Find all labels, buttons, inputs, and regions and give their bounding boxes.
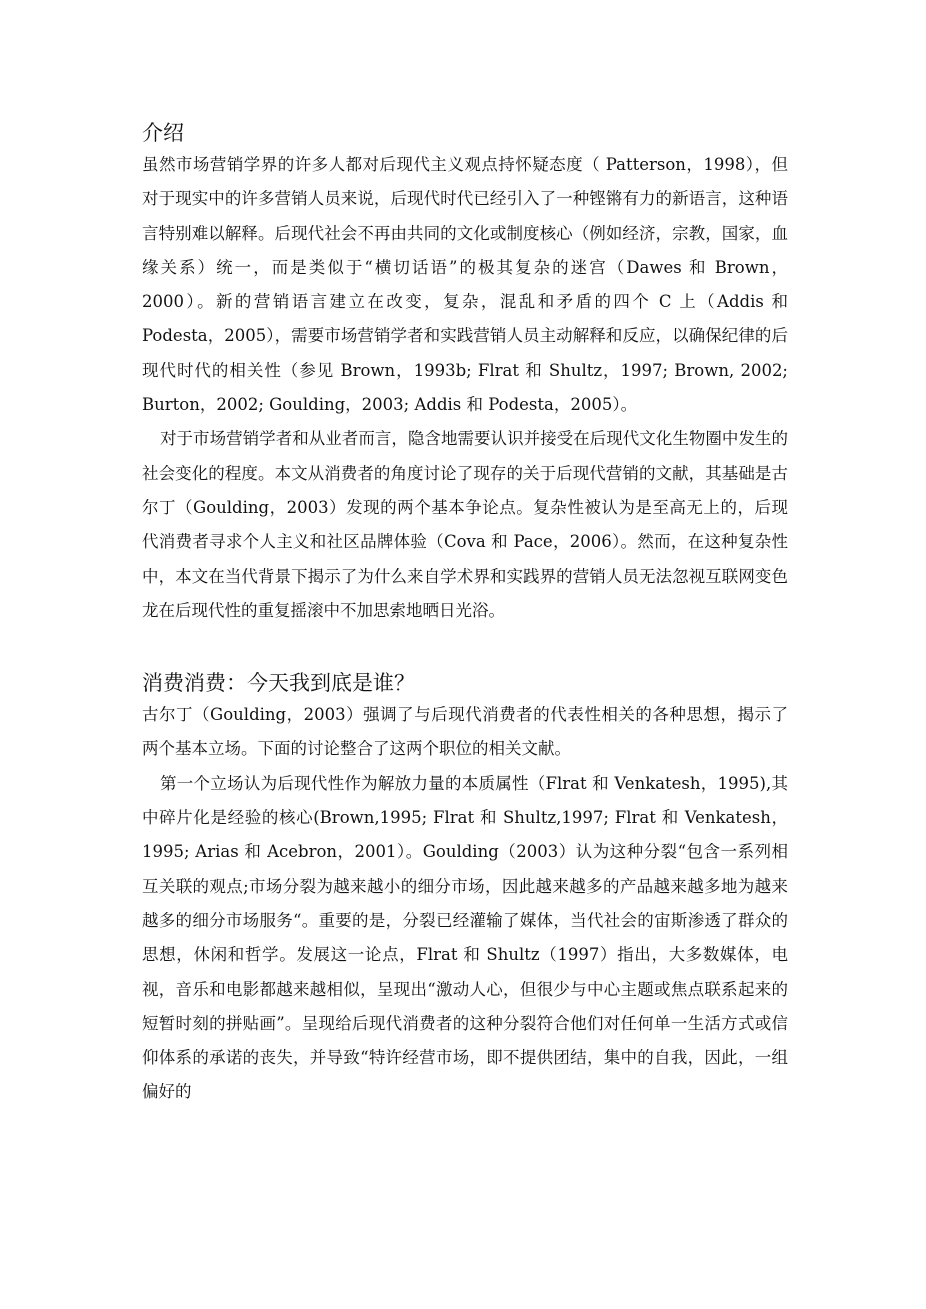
consumption-paragraph-1: 古尔丁（Goulding，2003）强调了与后现代消费者的代表性相关的各种思想，揭示了两个基本立场。下面的讨论整合了这两个职位的相关文献。 xyxy=(142,705,788,759)
intro-paragraph-2: 对于市场营销学者和从业者而言，隐含地需要认识并接受在后现代文化生物圈中发生的社会变化的程度。本文从消费者的角度讨论了现存的关于后现代营销的文献，其基础是古尔丁（Goulding，2003）发现的两个基本争论点。复杂性被认为是至高无上的，后现代消费者寻求个人主义和社区品牌体验（Cova 和 Pace，2006）。然而，在这种复杂性中，本文在当代背景下揭示了为什么来自学术界和实践界的营销人员无法忽视互联网变色龙在后现代性的重复摇滚中不加思索地晒日光浴。 xyxy=(142,429,788,620)
document-page xyxy=(142,118,788,1110)
section-heading-introduction: 介绍 xyxy=(142,121,184,145)
section-gap xyxy=(142,628,788,668)
intro-paragraph-1: 虽然市场营销学界的许多人都对后现代主义观点持怀疑态度（ Patterson，1998），但对于现实中的许多营销人员来说，后现代时代已经引入了一种铿锵有力的新语言，这种语言特别难以解释。后现代社会不再由共同的文化或制度核心（例如经济，宗教，国家，血缘关系）统一，而是类似于“横切话语”的极其复杂的迷宫（Dawes 和 Brown，2000）。新的营销语言建立在改变，复杂，混乱和矛盾的四个 C 上（Addis 和 Podesta，2005），需要市场营销学者和实践营销人员主动解释和反应，以确保纪律的后现代时代的相关性（参见 Brown，1993b; Flrat 和 Shultz，1997; Brown, 2002; Burton，2002; Goulding，2003; Addis 和 Podesta，2005）。 xyxy=(142,155,788,415)
section-heading-consumption: 消费消费：今天我到底是谁？ xyxy=(142,671,415,696)
consumption-paragraph-2: 第一个立场认为后现代性作为解放力量的本质属性（Flrat 和 Venkatesh，1995),其中碎片化是经验的核心(Brown,1995; Flrat 和 Shultz,1997; Flrat 和 Venkatesh，1995; Arias 和 Acebron，2001）。Goulding（2003）认为这种分裂“包含一系列相互关联的观点;市场分裂为越来越小的细分市场，因此越来越多的产品越来越多地为越来越多的细分市场服务“。重要的是，分裂已经灌输了媒体，当代社会的宙斯渗透了群众的思想，休闲和哲学。发展这一论点，Flrat 和 Shultz（1997）指出，大多数媒体，电视，音乐和电影都越来越相似，呈现出“激动人心，但很少与中心主题或焦点联系起来的短暂时刻的拼贴画”。呈现给后现代消费者的这种分裂符合他们对任何单一生活方式或信仰体系的承诺的丧失，并导致“特许经营市场，即不提供团结，集中的自我，因此，一组偏好的 xyxy=(142,773,788,1102)
